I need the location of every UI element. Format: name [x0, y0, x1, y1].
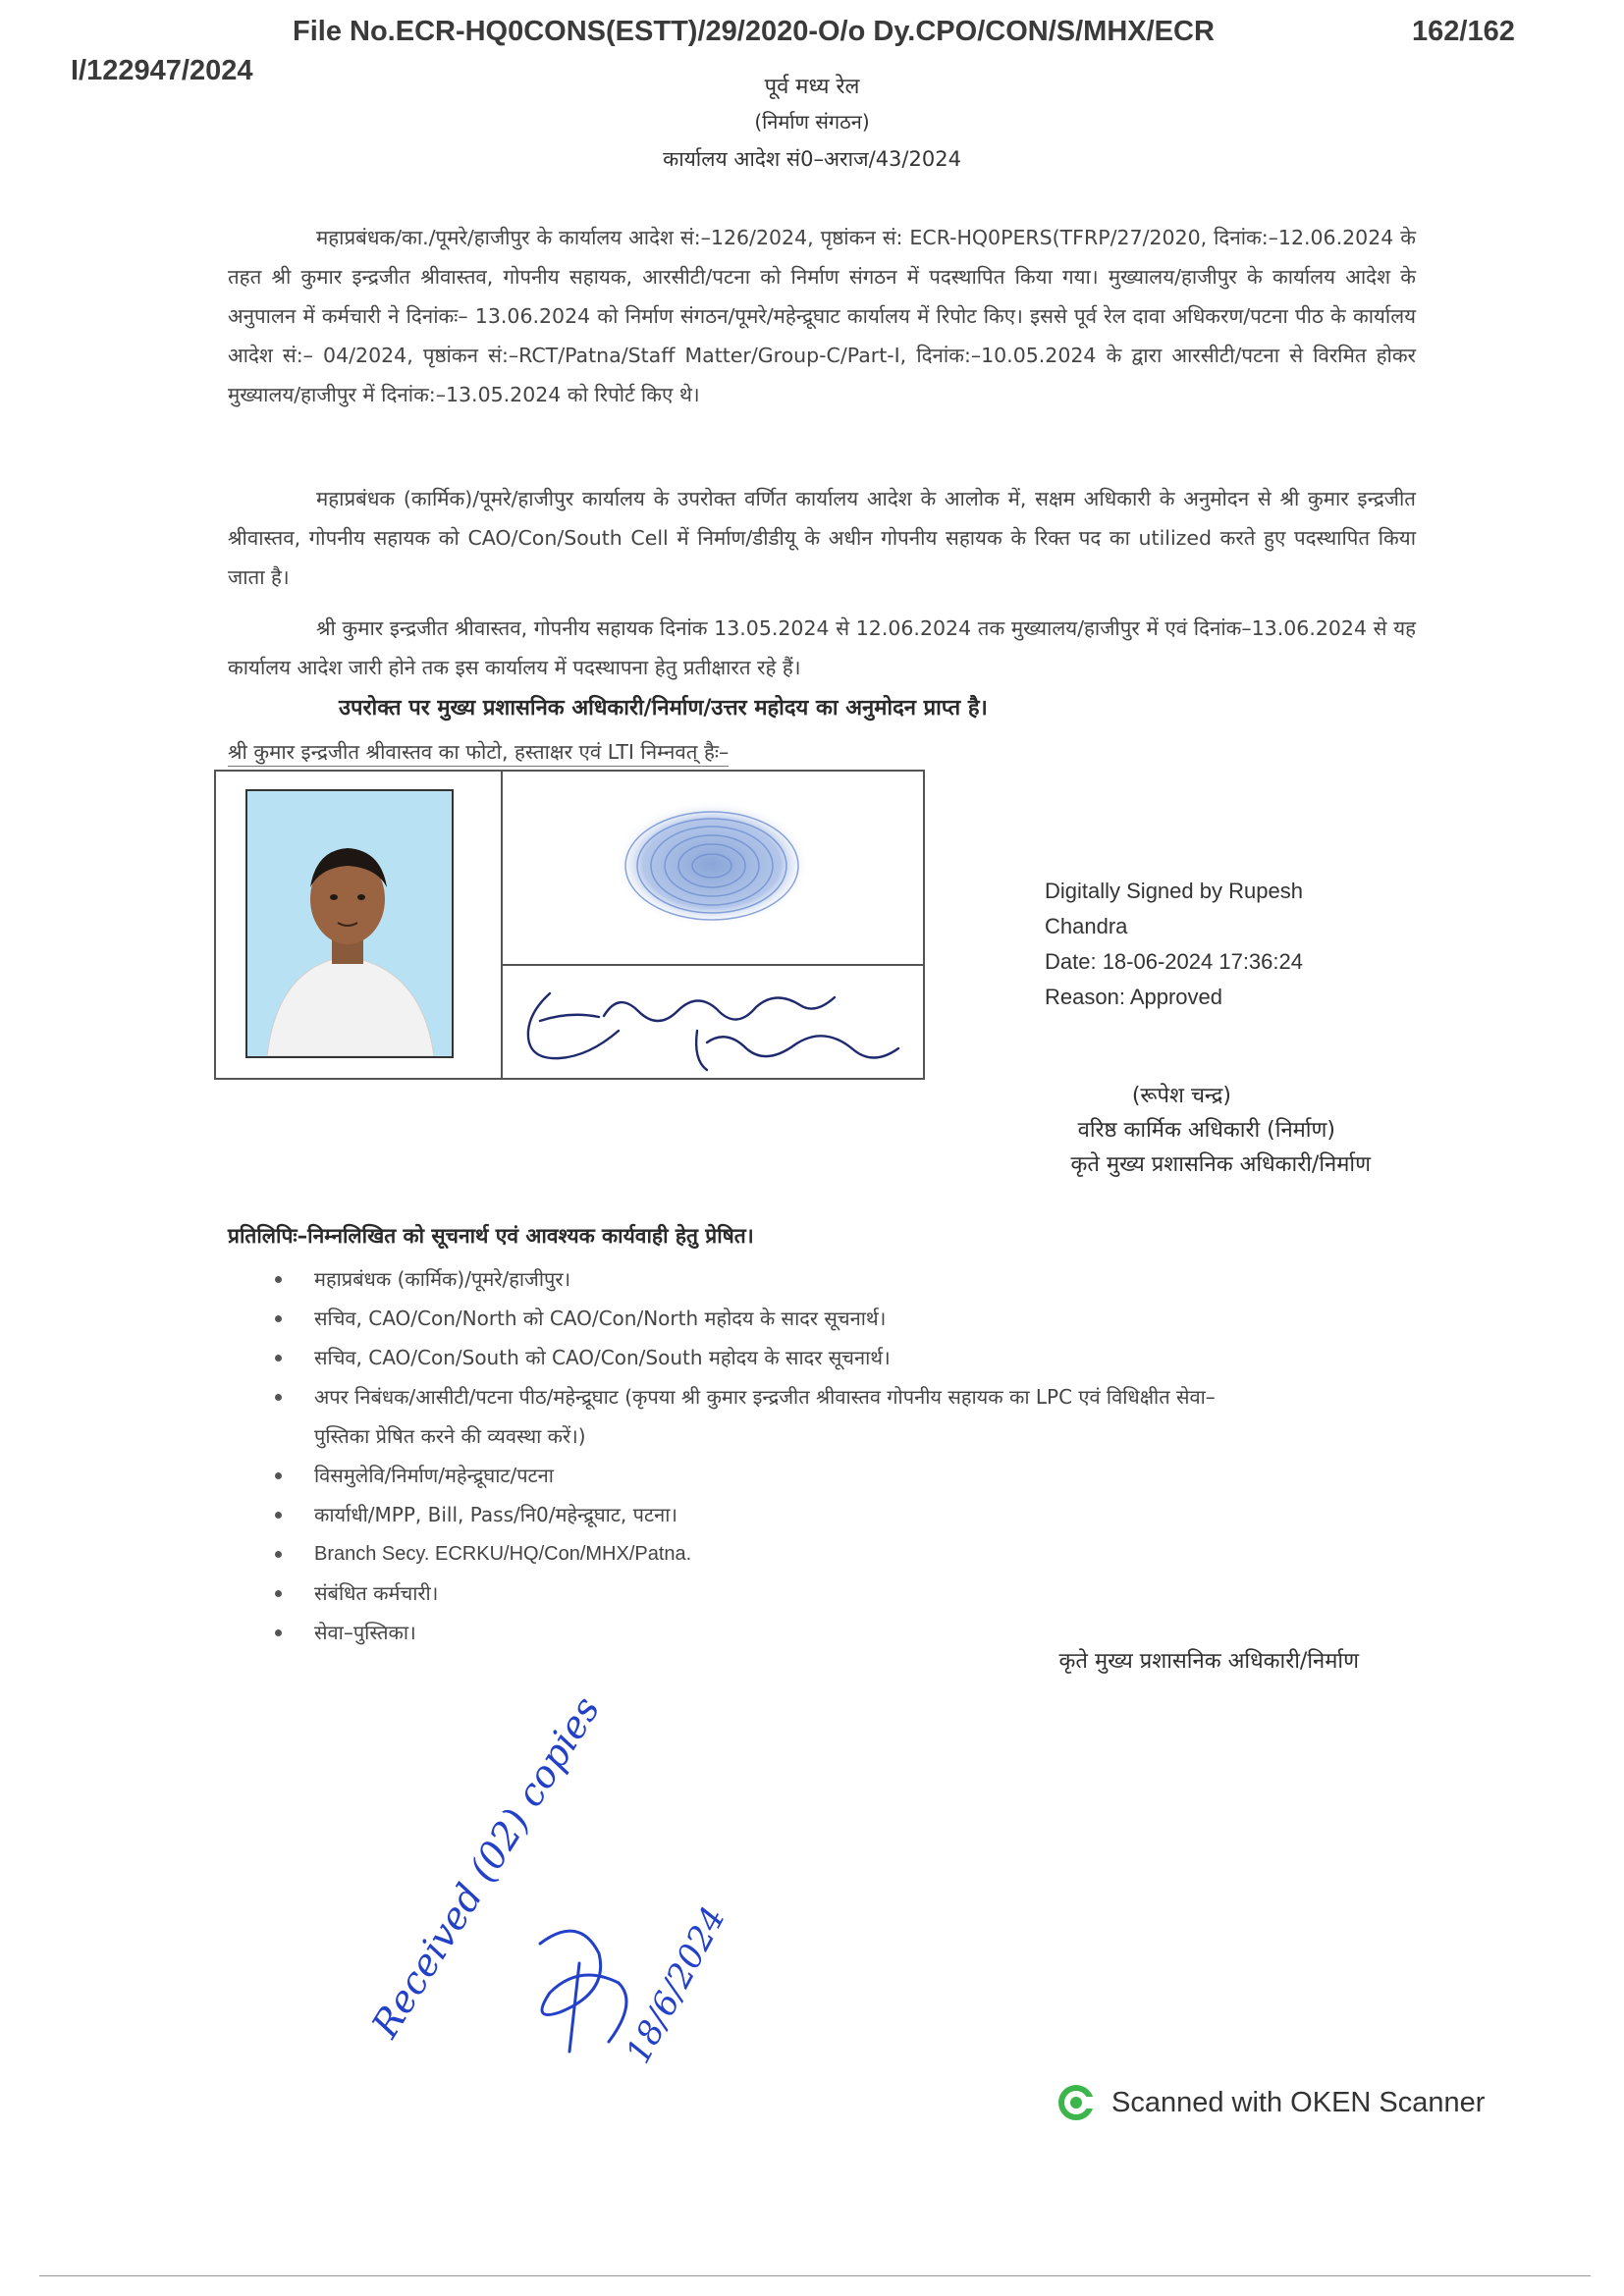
order-number: कार्यालय आदेश सं0–अराज/43/2024	[663, 147, 961, 171]
cc-item: सेवा–पुस्तिका।	[275, 1613, 1434, 1652]
digital-signature-line-2: Chandra	[1045, 914, 1128, 938]
paragraph-1: महाप्रबंधक/का./पूमरे/हाजीपुर के कार्यालय आदेश सं:–126/2024, पृष्ठांकन सं: ECR-HQ0PERS(TFRP/27/2020, दिनांक:–12.06.2024 के तहत श्री कुमार इन्द्रजीत श्रीवास्तव, गोपनीय सहायक, आरसीटी/पटना को निर्माण संगठन में पदस्थापित किया गया। मुख्यालय/हाजीपुर के कार्यालय आदेश के अनुपालन में कर्मचारी ने दिनांकः– 13.06.2024 को निर्माण संगठन/पूमरे/महेन्द्रूघाट कार्यालय में रिपोट किए। इससे पूर्व रेल दावा अधिकरण/पटना पीठ के कार्यालय आदेश सं:– 04/2024, पृष्ठांकन सं:–RCT/Patna/Staff Matter/Group-C/Part-I, दिनांक:–10.05.2024 के द्वारा आरसीटी/पटना से विरमित होकर मुख्यालय/हाजीपुर में दिनांक:–13.05.2024 को रिपोर्ट किए थे।	[228, 226, 1416, 406]
paragraph-3: श्री कुमार इन्द्रजीत श्रीवास्तव, गोपनीय सहायक दिनांक 13.05.2024 से 12.06.2024 तक मुख्यालय/हाजीपुर में एवं दिनांक–13.06.2024 से यह कार्यालय आदेश जारी होने तक इस कार्यालय में पदस्थापना हेतु प्रतीक्षारत रहे हैं।	[228, 616, 1416, 679]
bullet-icon	[275, 1276, 282, 1283]
cc-item: कार्याधी/MPP, Bill, Pass/नि0/महेन्द्रूघाट, पटना।	[275, 1495, 1434, 1534]
receipt-text: Received (02) copies	[363, 1688, 609, 2046]
signatory-designation: वरिष्ठ कार्मिक अधिकारी (निर्माण)	[1077, 1118, 1335, 1143]
cc-item: सचिव, CAO/Con/North को CAO/Con/North महोदय के सादर सूचनार्थ।	[275, 1299, 1434, 1338]
thumb-impression	[609, 795, 815, 936]
photo-caption: श्री कुमार इन्द्रजीत श्रीवास्तव का फोटो, हस्ताक्षर एवं LTI निम्नवत् हैः–	[228, 738, 729, 767]
page-number: 162/162	[1412, 16, 1515, 47]
receipt-note	[363, 1669, 785, 2081]
cc-item: विसमुलेवि/निर्माण/महेन्द्रूघाट/पटना	[275, 1456, 1434, 1495]
approval-line: उपरोक्त पर मुख्य प्रशासनिक अधिकारी/निर्माण/उत्तर महोदय का अनुमोदन प्राप्त है।	[339, 696, 988, 721]
cc-footer: कृते मुख्य प्रशासनिक अधिकारी/निर्माण	[1058, 1649, 1359, 1674]
signatory-name: (रूपेश चन्द्र)	[1131, 1084, 1231, 1108]
cc-heading: प्रतिलिपिः–निम्नलिखित को सूचनार्थ एवं आवश्यक कार्यवाही हेतु प्रेषित।	[228, 1224, 754, 1248]
digital-signature	[1045, 874, 1303, 1015]
document-id: I/122947/2024	[71, 55, 253, 86]
digital-signature-line-1: Digitally Signed by Rupesh	[1045, 879, 1303, 903]
cc-item: महाप्रबंधक (कार्मिक)/पूमरे/हाजीपुर।	[275, 1259, 1434, 1299]
scanner-watermark	[1056, 2083, 1485, 2122]
scan-edge-line	[39, 2275, 1591, 2276]
person-photo-icon	[247, 791, 452, 1056]
bullet-icon	[275, 1551, 282, 1558]
bullet-icon	[275, 1512, 282, 1519]
paragraph-2: महाप्रबंधक (कार्मिक)/पूमरे/हाजीपुर कार्यालय के उपरोक्त वर्णित कार्यालय आदेश के आलोक में, सक्षम अधिकारी के अनुमोदन से श्री कुमार इन्द्रजीत श्रीवास्तव, गोपनीय सहायक को CAO/Con/South Cell में निर्माण/डीडीयू के अधीन गोपनीय सहायक के रिक्त पद का utilized करते हुए पदस्थापित किया जाता है।	[228, 487, 1416, 589]
oken-logo-icon	[1056, 2083, 1100, 2122]
bullet-icon	[275, 1472, 282, 1479]
signatory-for: कृते मुख्य प्रशासनिक अधिकारी/निर्माण	[1070, 1152, 1371, 1177]
bullet-icon	[275, 1394, 282, 1401]
receipt-date: 18/6/2024	[619, 1900, 734, 2070]
digital-signature-line-3: Date: 18-06-2024 17:36:24	[1045, 949, 1303, 974]
scanner-label: Scanned with OKEN Scanner	[1111, 2086, 1486, 2118]
thumbprint-icon	[609, 795, 815, 933]
wing-name: (निर्माण संगठन)	[754, 110, 870, 133]
railway-name: पूर्व मध्य रेल	[764, 75, 860, 99]
employee-signature	[511, 972, 913, 1084]
cc-item: संबंधित कर्मचारी।	[275, 1574, 1434, 1613]
cc-item: सचिव, CAO/Con/South को CAO/Con/South महोदय के सादर सूचनार्थ।	[275, 1338, 1434, 1377]
bullet-icon	[275, 1590, 282, 1597]
bullet-icon	[275, 1629, 282, 1636]
bullet-icon	[275, 1315, 282, 1322]
cc-item: अपर निबंधक/आसीटी/पटना पीठ/महेन्द्रूघाट (कृपया श्री कुमार इन्द्रजीत श्रीवास्तव गोपनीय सहायक का LPC एवं विधिक्षीत सेवा–पुस्तिका प्रेषित करने की व्यवस्था करें।)	[275, 1377, 1434, 1456]
bullet-icon	[275, 1355, 282, 1362]
cc-item: Branch Secy. ECRKU/HQ/Con/MHX/Patna.	[275, 1534, 1434, 1574]
digital-signature-line-4: Reason: Approved	[1045, 985, 1223, 1009]
cc-list	[275, 1259, 1434, 1652]
employee-photo	[245, 789, 454, 1058]
signature-image	[511, 972, 913, 1080]
file-number: File No.ECR-HQ0CONS(ESTT)/29/2020-O/o Dy.CPO/CON/S/MHX/ECR	[293, 16, 1215, 47]
